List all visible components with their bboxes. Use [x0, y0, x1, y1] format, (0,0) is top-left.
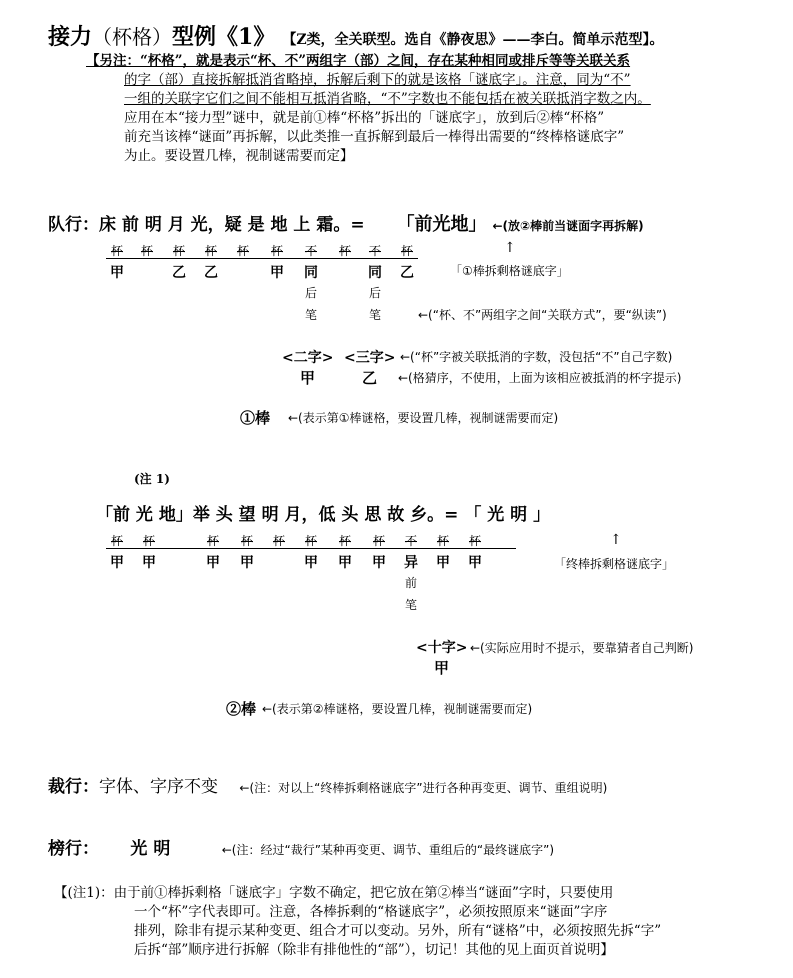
cup-note: 异	[404, 555, 418, 571]
cup-note: 甲	[468, 555, 482, 571]
title-example: 型例《1》	[172, 24, 276, 50]
cup-note: 后	[368, 286, 381, 300]
row1-label: 队行：	[48, 215, 99, 235]
row1-text: 床 前 明 月 光，疑 是 地 上 霜。=	[99, 215, 365, 235]
row1-answer: 「前光地」	[396, 214, 487, 235]
cup-note: 甲	[270, 265, 284, 281]
cup-mark: 杯	[270, 244, 283, 258]
row1-order-2: 乙	[362, 369, 378, 387]
row1-count-1: <二字>	[282, 350, 334, 366]
row2-order: 甲	[434, 659, 450, 677]
cai-note: ←(注：对以上“终棒拆剩格谜底字”进行各种再变更、调节、重组说明)	[239, 781, 608, 795]
row2-count: <十字>	[416, 640, 468, 656]
row2-stick-note: ←(表示第②棒谜格，要设置几棒，视制谜需要而定)	[262, 702, 533, 716]
cup-mark: 杯	[272, 534, 285, 548]
note-line-5: 前充当该棒“谜面”再拆解，以此类推一直拆解到最后一棒得出需要的“终棒格谜底字”	[124, 129, 625, 145]
cup-mark: 杯	[304, 534, 317, 548]
note-line-1: 【另注：“杯格”，就是表示“杯、不”两组字（部）之间，存在某种相同或排斥等等关联关系	[86, 53, 631, 69]
cup-mark: 杯	[140, 244, 153, 258]
title-tail: 【Z类，全关联型。选自《静夜思》——李白。简单示范型】。	[282, 32, 664, 48]
cup-mark: 不	[368, 244, 381, 258]
row1-order-1: 甲	[300, 369, 316, 387]
cup-mark: 杯	[400, 244, 413, 258]
cup-mark: 杯	[468, 534, 481, 548]
cup-mark: 杯	[110, 534, 123, 548]
footnote-line-2: 一个“杯”字代表即可。注意，各棒拆剩的“格谜底字”，必须按照原来“谜面”字序	[134, 904, 608, 920]
row1-marks	[106, 242, 426, 332]
page-title	[48, 20, 664, 51]
cup-mark: 杯	[110, 244, 123, 258]
bang-label: 榜行：	[48, 839, 99, 859]
row2-remain: 「终棒拆剩格谜底字」	[554, 557, 675, 571]
cup-note: 甲	[372, 555, 386, 571]
row2-stick: ②棒	[226, 700, 257, 718]
cup-note: 乙	[172, 265, 186, 281]
cup-mark: 杯	[240, 534, 253, 548]
cup-note: 甲	[206, 555, 220, 571]
cup-mark: 杯	[236, 244, 249, 258]
row2-footnote-ref: (注 1)	[134, 472, 170, 486]
cup-note: 同	[368, 265, 382, 281]
row1-count-2: <三字>	[344, 350, 396, 366]
cup-mark: 杯	[204, 244, 217, 258]
title-cup: （杯格）	[92, 25, 173, 49]
title-main: 接力	[48, 24, 93, 50]
note-line-2: 的字（部）直接拆解抵消省略掉，拆解后剩下的就是该格「谜底字」。注意，同为“不”	[124, 72, 631, 88]
row2-remain-arrow: ↑	[610, 532, 622, 548]
row1-stick: ①棒	[240, 409, 271, 427]
cup-note: 笔	[404, 598, 417, 612]
cup-note: 乙	[204, 265, 218, 281]
cup-note: 甲	[338, 555, 352, 571]
cup-note: 乙	[400, 265, 414, 281]
row2-verse: 「前 光 地」举 头 望 明 月，低 头 思 故 乡。= 「 光 明 」	[96, 505, 551, 525]
cup-note: 甲	[240, 555, 254, 571]
footnote-block	[54, 884, 774, 960]
cup-mark: 杯	[338, 534, 351, 548]
row1-answer-note: ←(放②棒前当谜面字再拆解)	[492, 219, 644, 233]
row1-order-note: ←(格猜序，不使用，上面为该相应被抵消的杯字提示)	[398, 371, 682, 385]
row1-stick-note: ←(表示第①棒谜格，要设置几棒，视制谜需要而定)	[288, 411, 559, 425]
bang-note: ←(注：经过“裁行”某种再变更、调节、重组后的“最终谜底字”)	[221, 843, 555, 857]
cai-text: 字体、字序不变	[99, 777, 218, 797]
row1-verse	[48, 210, 644, 236]
bang-text: 光 明	[130, 839, 171, 859]
row1-count-note: ←(“杯”字被关联抵消的字数，没包括“不”自己字数)	[400, 350, 673, 364]
cup-mark: 杯	[372, 534, 385, 548]
cup-note: 甲	[436, 555, 450, 571]
note-line-3: 一组的关联字它们之间不能相互抵消省略，“不”字数也不能包括在被关联抵消字数之内。	[124, 91, 651, 107]
cup-mark: 不	[304, 244, 317, 258]
cup-mark: 杯	[206, 534, 219, 548]
cup-note: 前	[404, 576, 417, 590]
cup-mark: 杯	[338, 244, 351, 258]
cup-note: 笔	[304, 308, 317, 322]
cup-mark: 杯	[436, 534, 449, 548]
row2-count-note: ←(实际应用时不提示，要靠猜者自己判断)	[470, 641, 694, 655]
cup-mark: 杯	[172, 244, 185, 258]
cup-note: 后	[304, 286, 317, 300]
cup-note: 同	[304, 265, 318, 281]
cup-mark: 杯	[142, 534, 155, 548]
row1-remain: 「①棒拆剩格谜底字」	[450, 264, 569, 278]
cup-note: 笔	[368, 308, 381, 322]
note-line-6: 为止。要设置几棒，视制谜需要而定】	[124, 148, 354, 164]
cup-note: 甲	[304, 555, 318, 571]
cai-row	[48, 772, 607, 797]
cai-label: 裁行：	[48, 777, 99, 797]
cup-note: 甲	[110, 265, 124, 281]
bang-row	[48, 834, 554, 859]
cup-note: 甲	[142, 555, 156, 571]
row1-remain-arrow: ↑	[504, 240, 516, 256]
note-block	[86, 52, 766, 166]
row2-marks	[106, 532, 526, 622]
row1-pair-note: ←(“杯、不”两组字之间“关联方式”，要“纵读”)	[418, 308, 667, 322]
note-line-4: 应用在本“接力型”谜中，就是前①棒“杯格”拆出的「谜底字」，放到后②棒“杯格”	[124, 110, 605, 126]
footnote-line-1: 【(注1)：由于前①棒拆剩格「谜底字」字数不确定，把它放在第②棒当“谜面”字时，只要使用	[54, 885, 614, 901]
cup-note: 甲	[110, 555, 124, 571]
footnote-line-4: 后拆“部”顺序进行拆解（除非有排他性的“部”），切记！其他的见上面页首说明】	[134, 942, 614, 958]
cup-mark: 不	[404, 534, 417, 548]
footnote-line-3: 排列，除非有提示某种变更、组合才可以变动。另外，所有“谜格”中，必须按照先拆“字”	[134, 923, 662, 939]
